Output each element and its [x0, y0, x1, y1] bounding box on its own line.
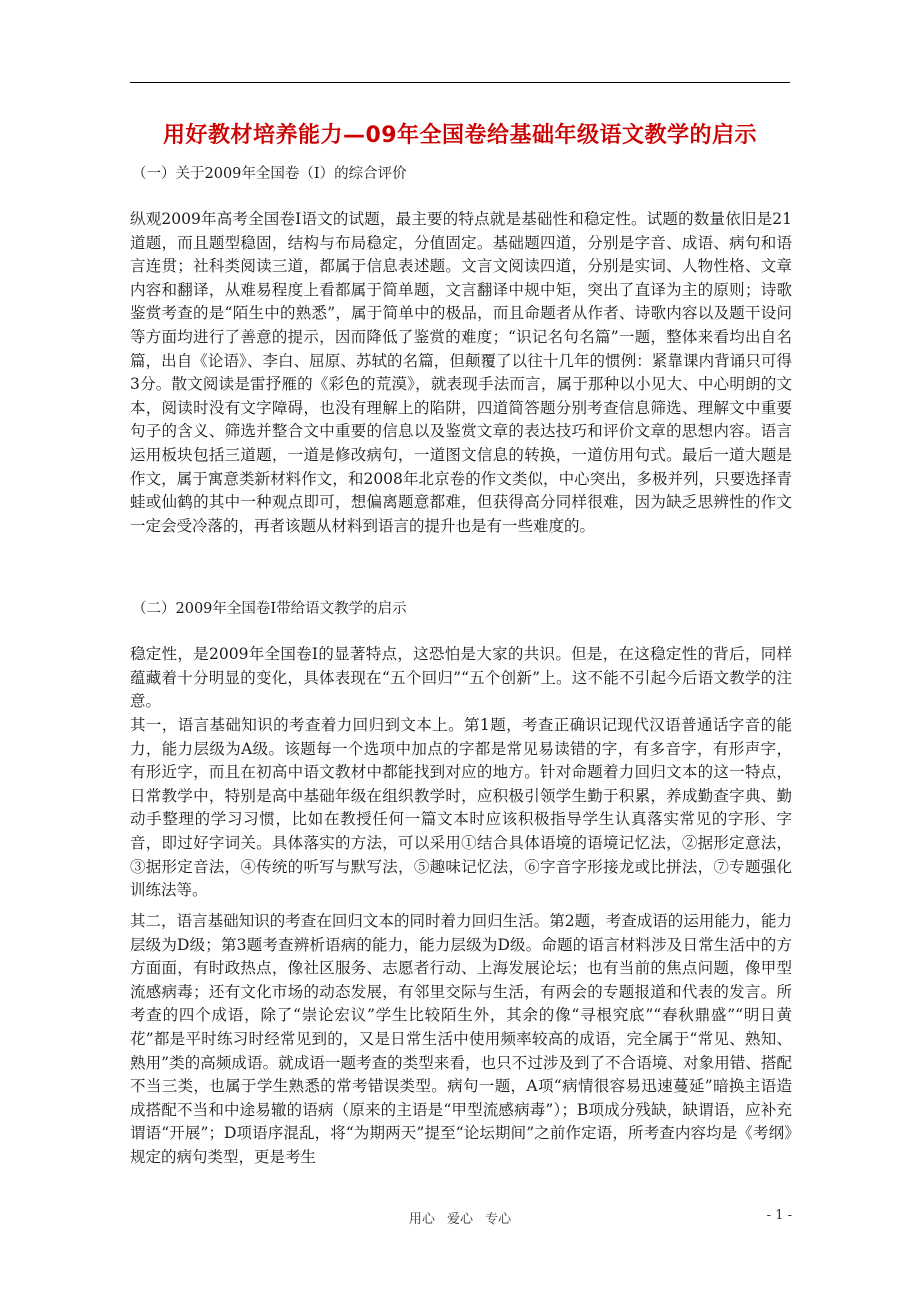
header-rule: [130, 82, 790, 83]
section-2-intro-paragraph: 稳定性，是2009年全国卷Ⅰ的显著特点，这恐怕是大家的共识。但是，在这稳定性的背后，同样蕴藏着十分明显的变化，具体表现在“五个回归”“五个创新”上。这不能不引起今后语文教学的注意。: [130, 645, 792, 711]
section-1-paragraph: 纵观2009年高考全国卷Ⅰ语文的试题，最主要的特点就是基础性和稳定性。试题的数量依旧是21道题，而且题型稳固，结构与布局稳定，分值固定。基础题四道，分别是字音、成语、病句和语言连贯；社科类阅读三道，都属于信息表述题。文言文阅读四道，分别是实词、人物性格、文章内容和翻译，从难易程度上看都属于简单题，文言翻译中规中矩，突出了直译为主的原则；诗歌鉴赏考查的是“陌生中的熟悉”，属于简单中的极品，而且命题者从作者、诗歌内容以及题干设问等方面均进行了善意的提示，因而降低了鉴赏的难度；“识记名句名篇”一题，整体来看均出自名篇，出自《论语》、李白、屈原、苏轼的名篇，但颠覆了以往十几年的惯例：紧靠课内背诵只可得3分。散文阅读是雷抒雁的《彩色的荒漠》，就表现手法而言，属于那种以小见大、中心明朗的文本，阅读时没有文字障碍，也没有理解上的陷阱，四道简答题分别考查信息筛选、理解文中重要句子的含义、筛选并整合文中重要的信息以及鉴赏文章的表达技巧和评价文章的思想内容。语言运用板块包括三道题，一道是修改病句，一道图文信息的转换，一道仿用句式。最后一道大题是作文，属于寓意类新材料作文，和2008年北京卷的作文类似，中心突出，多极并列，只要选择青蛙或仙鹤的其中一种观点即可，想偏离题意都难，但获得高分同样很难，因为缺乏思辨性的作文一定会受冷落的，再者该题从材料到语言的提升也是有一些难度的。: [130, 210, 792, 535]
point-two-paragraph: 其二，语言基础知识的考查在回归文本的同时着力回归生活。第2题，考查成语的运用能力，能力层级为D级；第3题考查辨析语病的能力，能力层级为D级。命题的语言材料涉及日常生活中的方方面面，有时政热点，像社区服务、志愿者行动、上海发展论坛；也有当前的焦点问题，像甲型流感病毒；还有文化市场的动态发展，有邻里交际与生活，有两会的专题报道和代表的发言。所考查的四个成语，除了“崇论宏议”学生比较陌生外，其余的像“寻根究底”“春秋鼎盛”“明日黄花”都是平时练习时经常见到的，又是日常生活中使用频率较高的成语，完全属于“常见、熟知、熟用”类的高频成语。就成语一题考查的类型来看，也只不过涉及到了不合语境、对象用错、搭配不当三类，也属于学生熟悉的常考错误类型。病句一题，A项“病情很容易迅速蔓延”暗换主语造成搭配不当和中途易辙的语病（原来的主语是“甲型流感病毒”）；B项成分残缺，缺谓语，应补充谓语“开展”；D项语序混乱，将“为期两天”提至“论坛期间”之前作定语，所考查内容均是《考纲》规定的病句类型，更是考生: [130, 912, 792, 1166]
section-1-heading: （一）关于2009年全国卷（Ⅰ）的综合评价: [132, 166, 407, 182]
section-2-heading: （二）2009年全国卷Ⅰ带给语文教学的启示: [132, 601, 407, 617]
document-title: 用好教材培养能力—09年全国卷给基础年级语文教学的启示: [162, 123, 758, 148]
point-one-paragraph: 其一，语言基础知识的考查着力回归到文本上。第1题，考查正确识记现代汉语普通话字音的能力，能力层级为A级。该题每一个选项中加点的字都是常见易读错的字，有多音字，有形声字，有形近字，而且在初高中语文教材中都能找到对应的地方。针对命题着力回归文本的这一特点，日常教学中，特别是高中基础年级在组织教学时，应积极引领学生勤于积累，养成勤查字典、勤动手整理的学习习惯，比如在教授任何一篇文本时应该积极指导学生认真落实常见的字形、字音，即过好字词关。具体落实的方法，可以采用①结合具体语境的语境记忆法，②据形定意法，③据形定音法，④传统的听写与默写法，⑤趣味记忆法，⑥字音字形接龙或比拼法，⑦专题强化训练法等。: [130, 716, 792, 900]
page-number: - 1 -: [766, 1208, 792, 1223]
footer-motto: 用心 爱心 专心: [408, 1212, 512, 1227]
